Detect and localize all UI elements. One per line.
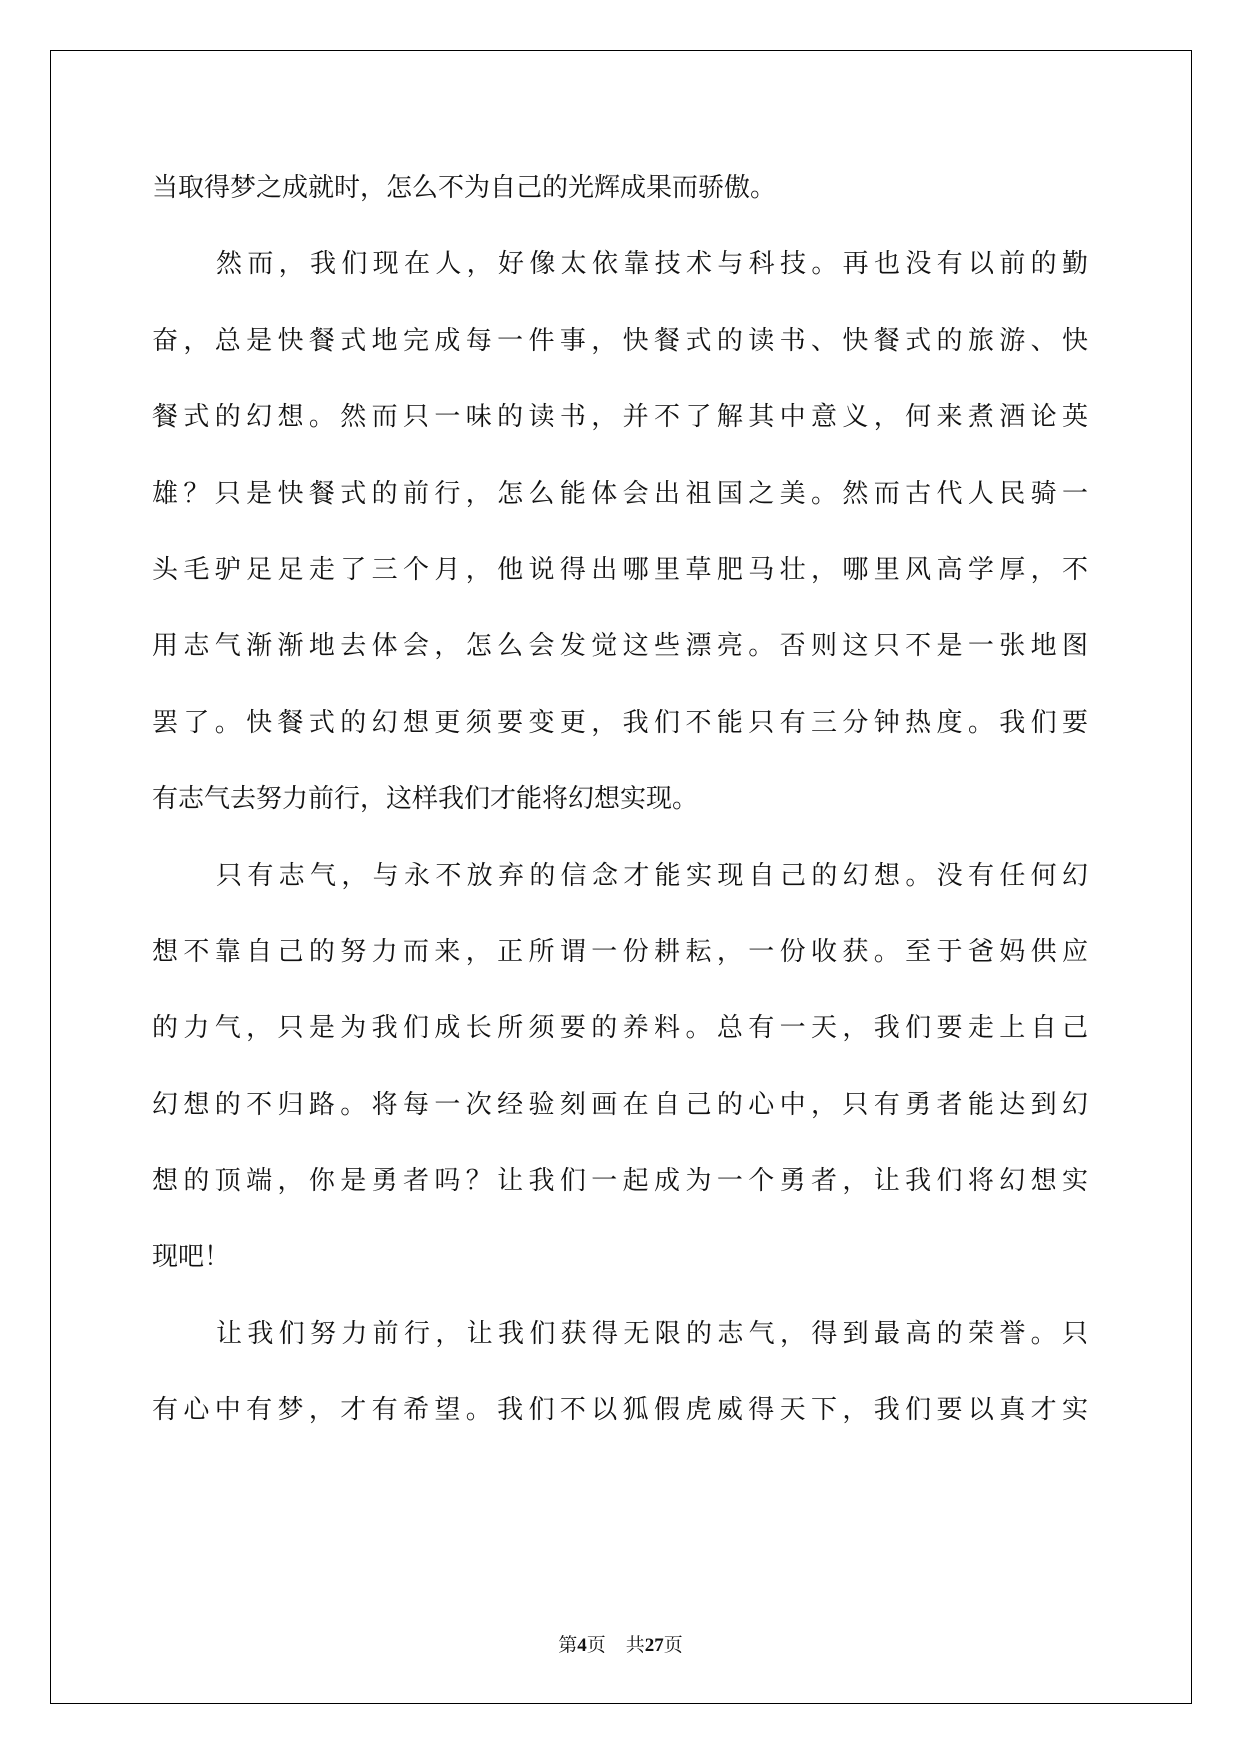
text-line: 然而，我们现在人，好像太依靠技术与科技。再也没有以前的勤 (216, 249, 1088, 280)
paragraph (152, 150, 1088, 226)
page-suffix: 页 (586, 1634, 606, 1656)
page-number: 4 (577, 1635, 587, 1656)
text-line: 当取得梦之成就时，怎么不为自己的光辉成果而骄傲。 (152, 173, 777, 203)
text-line: 的力气，只是为我们成长所须要的养料。总有一天，我们要走上自己 (152, 1013, 1088, 1044)
text-line: 想不靠自己的努力而来，正所谓一份耕耘，一份收获。至于爸妈供应 (152, 936, 1088, 967)
text-line: 罢了。快餐式的幻想更须要变更，我们不能只有三分钟热度。我们要 (152, 707, 1088, 738)
document-body (152, 150, 1088, 1449)
total-suffix: 页 (663, 1634, 683, 1656)
text-line: 用志气渐渐地去体会，怎么会发觉这些漂亮。否则这只不是一张地图 (152, 631, 1088, 662)
text-line: 幻想的不归路。将每一次经验刻画在自己的心中，只有勇者能达到幻 (152, 1089, 1088, 1120)
text-line: 有心中有梦，才有希望。我们不以狐假虎威得天下，我们要以真才实 (152, 1395, 1088, 1426)
text-line: 雄？只是快餐式的前行，怎么能体会出祖国之美。然而古代人民骑一 (152, 478, 1088, 509)
text-line: 只有志气，与永不放弃的信念才能实现自己的幻想。没有任何幻 (216, 860, 1088, 891)
total-prefix: 共 (625, 1634, 645, 1656)
text-line: 现吧！ (152, 1242, 231, 1273)
paragraph (152, 226, 1088, 837)
total-pages: 27 (644, 1635, 664, 1656)
paragraph (152, 1296, 1088, 1449)
text-line: 餐式的幻想。然而只一味的读书，并不了解其中意义，何来煮酒论英 (152, 402, 1088, 433)
paragraph (152, 838, 1088, 1296)
text-line: 想的顶端，你是勇者吗？让我们一起成为一个勇者，让我们将幻想实 (152, 1166, 1088, 1197)
text-line: 奋，总是快餐式地完成每一件事，快餐式的读书、快餐式的旅游、快 (152, 325, 1088, 356)
text-line: 有志气去努力前行，这样我们才能将幻想实现。 (152, 784, 699, 815)
text-line: 头毛驴足足走了三个月，他说得出哪里草肥马壮，哪里风高学厚，不 (152, 554, 1088, 585)
text-line: 让我们努力前行，让我们获得无限的志气，得到最高的荣誉。只 (216, 1318, 1088, 1349)
page-prefix: 第 (558, 1634, 578, 1656)
page-footer (0, 1630, 1241, 1657)
